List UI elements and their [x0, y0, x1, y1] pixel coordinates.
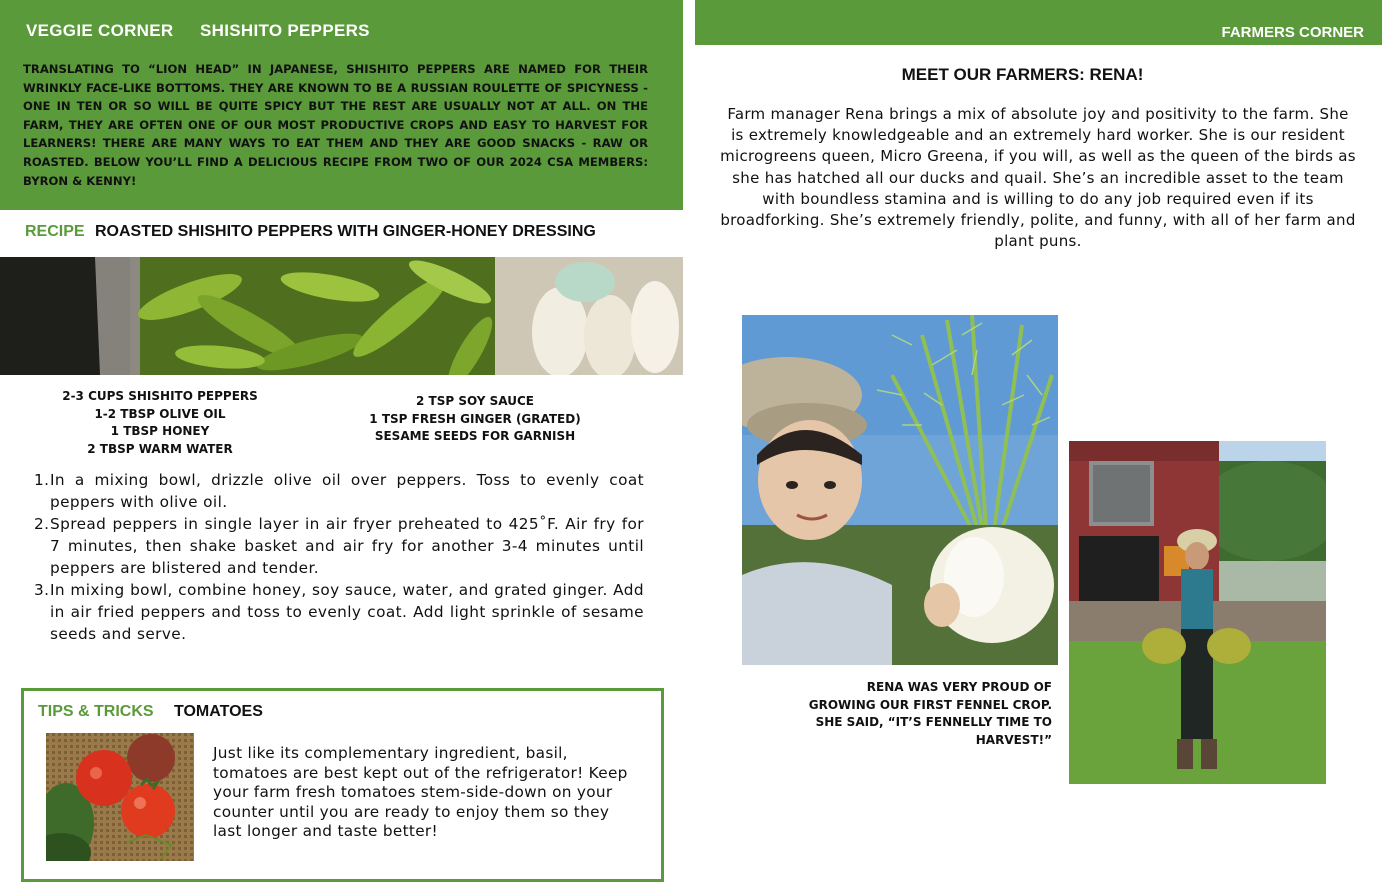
recipe-steps: [32, 469, 644, 645]
caption-line: SHE SAID, “IT’S FENNELLY TIME TO HARVEST!”: [815, 715, 1052, 747]
ingredient-item: SESAME SEEDS FOR GARNISH: [374, 429, 576, 444]
farmers-corner-header: [695, 0, 1382, 45]
tips-label: TIPS & TRICKS: [38, 703, 154, 720]
step-text: In mixing bowl, combine honey, soy sauce, water, and grated ginger. Add in air fried peppers and toss to evenly coat. Add light sprinkle of sesame seeds and serve.: [50, 581, 644, 643]
step-text: In a mixing bowl, drizzle olive oil over peppers. Toss to evenly coat peppers with olive oil.: [50, 471, 644, 511]
farmer-bio: Farm manager Rena brings a mix of absolute joy and positivity to the farm. She is extremely knowledgeable and an extremely hard worker. She is our resident microgreens queen, Micro Greena, if you will, as well as the queen of the birds as she has hatched all our ducks and quail. She’s an incredible asset to the team with boundless stamina and is willing to do any job required even if its broadforking. She’s extremely friendly, polite, and funny, with all of her farm and plant puns.: [720, 105, 1356, 251]
recipe-step: [32, 513, 644, 579]
veggie-corner-header: [0, 0, 683, 210]
photo-caption: [740, 679, 1052, 749]
step-number: 2.: [34, 515, 50, 533]
ingredients-list-right: [345, 393, 605, 446]
farmer-profile-title: MEET OUR FARMERS: RENA!: [901, 65, 1144, 84]
recipe-step: [32, 579, 644, 645]
tips-title: TOMATOES: [174, 703, 263, 720]
step-number: 3.: [34, 581, 50, 599]
step-number: 1.: [34, 471, 50, 489]
tips-text: Just like its complementary ingredient, basil, tomatoes are best kept out of the refrigerator! Keep your farm fresh tomatoes stem-side-down on your counter until you are ready to enjoy them so they last longer and taste better!: [213, 744, 628, 841]
ingredient-item: 2-3 CUPS SHISHITO PEPPERS: [62, 389, 258, 403]
ingredient-item: 1 TBSP HONEY: [110, 424, 210, 439]
recipe-step: [32, 469, 644, 513]
ingredient-item: 2 TBSP WARM WATER: [87, 442, 233, 457]
ingredient-item: 2 TSP SOY SAUCE: [416, 394, 534, 408]
veggie-title: SHISHITO PEPPERS: [200, 21, 370, 40]
tomatoes-photo: [46, 733, 194, 861]
tips-and-tricks-box: [21, 688, 664, 882]
caption-line: GROWING OUR FIRST FENNEL CROP.: [808, 697, 1052, 712]
ingredient-item: 1 TSP FRESH GINGER (GRATED): [369, 411, 581, 426]
caption-line: RENA WAS VERY PROUD OF: [866, 680, 1052, 694]
ingredient-item: 1-2 TBSP OLIVE OIL: [94, 406, 226, 421]
rena-barn-photo: [1069, 441, 1326, 784]
shishito-peppers-photo: [0, 257, 683, 375]
ingredients-list-left: [40, 388, 280, 459]
rena-fennel-photo: [742, 315, 1058, 665]
step-text: Spread peppers in single layer in air fryer preheated to 425˚F. Air fry for 7 minutes, then shake basket and air fry for another 3-4 minutes until peppers are blistered and tender.: [50, 515, 644, 577]
recipe-title: ROASTED SHISHITO PEPPERS WITH GINGER-HONEY DRESSING: [95, 223, 596, 240]
recipe-label: RECIPE: [25, 223, 85, 240]
section-label-veggie-corner: VEGGIE CORNER: [26, 21, 174, 40]
veggie-intro-text: TRANSLATING TO “LION HEAD” IN JAPANESE, SHISHITO PEPPERS ARE NAMED FOR THEIR WRINKLY FACE-LIKE BOTTOMS. THEY ARE KNOWN TO BE A RUSSIAN ROULETTE OF SPICYNESS - ONE IN TEN OR SO WILL BE QUITE SPICY BUT THE REST ARE USUALLY NOT AT ALL. ON THE FARM, THEY ARE OFTEN ONE OF OUR MOST PRODUCTIVE CROPS AND EASY TO HARVEST FOR LEARNERS! THERE ARE MANY WAYS TO EAT THEM AND THEY ARE GOOD SNACKS - RAW OR ROASTED. BELOW YOU’LL FIND A DELICIOUS RECIPE FROM TWO OF OUR 2024 CSA MEMBERS: BYRON & KENNY!: [23, 62, 648, 188]
section-label-farmers-corner: FARMERS CORNER: [1221, 24, 1364, 41]
